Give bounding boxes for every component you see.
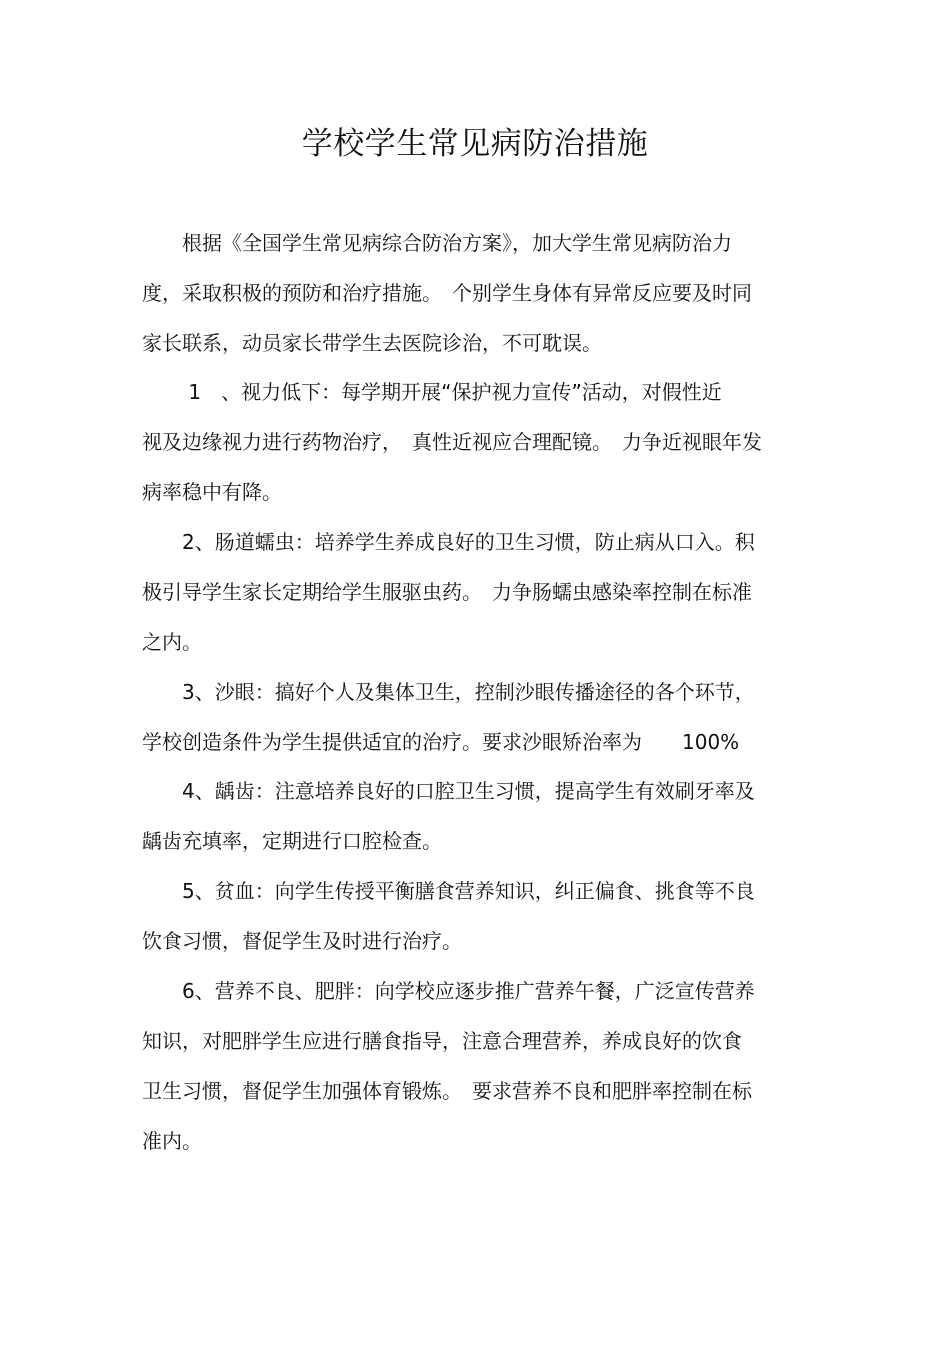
text-line: 卫生习惯，督促学生加强体育锻炼。 要求营养不良和肥胖率控制在标 xyxy=(142,1079,752,1103)
text-line: 视及边缘视力进行药物治疗， 真性近视应合理配镜。 力争近视眼年发 xyxy=(142,430,762,454)
text-line: 5、贫血：向学生传授平衡膳食营养知识，纠正偏食、挑食等不良 xyxy=(142,879,755,903)
text-line: 家长联系，动员家长带学生去医院诊治，不可耽误。 xyxy=(142,331,602,355)
text-line: 根据《全国学生常见病综合防治方案》，加大学生常见病防治力 xyxy=(142,231,732,255)
text-line: 4、龋齿：注意培养良好的口腔卫生习惯，提高学生有效刷牙率及 xyxy=(142,779,755,803)
text-line: 龋齿充填率，定期进行口腔检查。 xyxy=(142,829,442,853)
text-line: 2、肠道蠕虫：培养学生养成良好的卫生习惯，防止病从口入。积 xyxy=(142,530,755,554)
text-line: 知识，对肥胖学生应进行膳食指导，注意合理营养，养成良好的饮食 xyxy=(142,1029,742,1053)
text-line: 病率稳中有降。 xyxy=(142,480,282,504)
text-line: 准内。 xyxy=(142,1129,202,1153)
text-line: 学校创造条件为学生提供适宜的治疗。要求沙眼矫治率为 100% xyxy=(142,730,740,754)
text-line: 之内。 xyxy=(142,630,202,654)
text-line: 度，采取积极的预防和治疗措施。 个别学生身体有异常反应要及时同 xyxy=(142,281,752,305)
document-title: 学校学生常见病防治措施 xyxy=(301,126,649,162)
text-line: 6、营养不良、肥胖：向学校应逐步推广营养午餐，广泛宣传营养 xyxy=(142,979,755,1003)
text-line: 3、沙眼：搞好个人及集体卫生，控制沙眼传播途径的各个环节， xyxy=(142,680,755,704)
text-line: 1 、视力低下：每学期开展“保护视力宣传”活动，对假性近 xyxy=(142,380,722,404)
text-line: 极引导学生家长定期给学生服驱虫药。 力争肠蠕虫感染率控制在标准 xyxy=(142,580,752,604)
text-line: 饮食习惯，督促学生及时进行治疗。 xyxy=(142,929,462,953)
